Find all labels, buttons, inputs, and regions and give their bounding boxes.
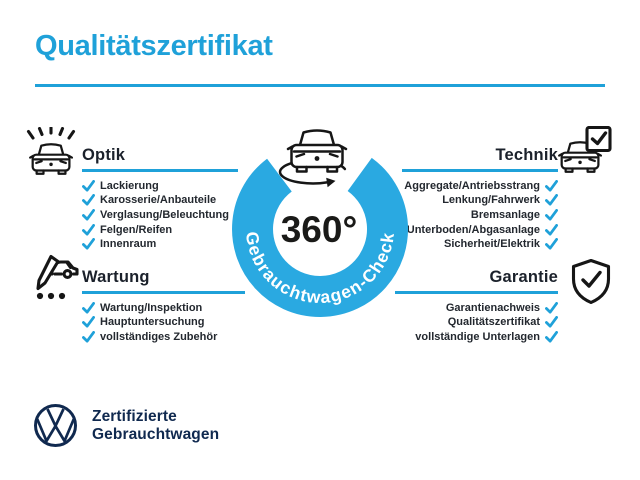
brand-footer xyxy=(32,402,219,449)
checklist-item-label: Lenkung/Fahrwerk xyxy=(442,194,540,207)
checklist-item-label: Innenraum xyxy=(100,238,157,251)
section-title-technik: Technik xyxy=(495,146,558,164)
degree-label: 360° xyxy=(280,209,358,250)
checklist-item-label: Hauptuntersuchung xyxy=(100,316,205,329)
checklist-item-label: Garantienachweis xyxy=(445,301,540,314)
rotating-car-icon xyxy=(280,131,346,188)
ring-label: Gebrauchtwagen-Check xyxy=(241,230,399,308)
checklist-item-label: Lackierung xyxy=(100,179,159,192)
brand-claim-line2: Gebrauchtwagen xyxy=(92,425,220,443)
checklist-item-label: Aggregate/Antriebsstrang xyxy=(404,179,540,192)
checklist-item-label: Qualitätszertifikat xyxy=(447,316,540,329)
checklist-item-label: vollständiges Zubehör xyxy=(100,330,218,343)
section-title-wartung: Wartung xyxy=(82,268,150,286)
brand-claim-line1: Zertifizierte xyxy=(92,408,177,425)
section-title-optik: Optik xyxy=(82,146,126,164)
checklist-item-label: vollständige Unterlagen xyxy=(415,330,540,343)
page-title: Qualitätszertifikat xyxy=(35,30,273,62)
checklist-item-label: Wartung/Inspektion xyxy=(100,301,203,314)
brand-claim xyxy=(92,408,219,443)
checklist-item-label: Unterboden/Abgasanlage xyxy=(406,223,540,236)
checklist-item-label: Karosserie/Anbauteile xyxy=(100,194,217,207)
vw-logo xyxy=(32,402,79,449)
checklist-item-label: Verglasung/Beleuchtung xyxy=(100,208,229,221)
checklist-item-label: Sicherheit/Elektrik xyxy=(444,238,540,251)
section-title-garantie: Garantie xyxy=(489,268,558,286)
checklist-item-label: Bremsanlage xyxy=(470,208,540,221)
checklist-item-label: Felgen/Reifen xyxy=(100,223,173,236)
